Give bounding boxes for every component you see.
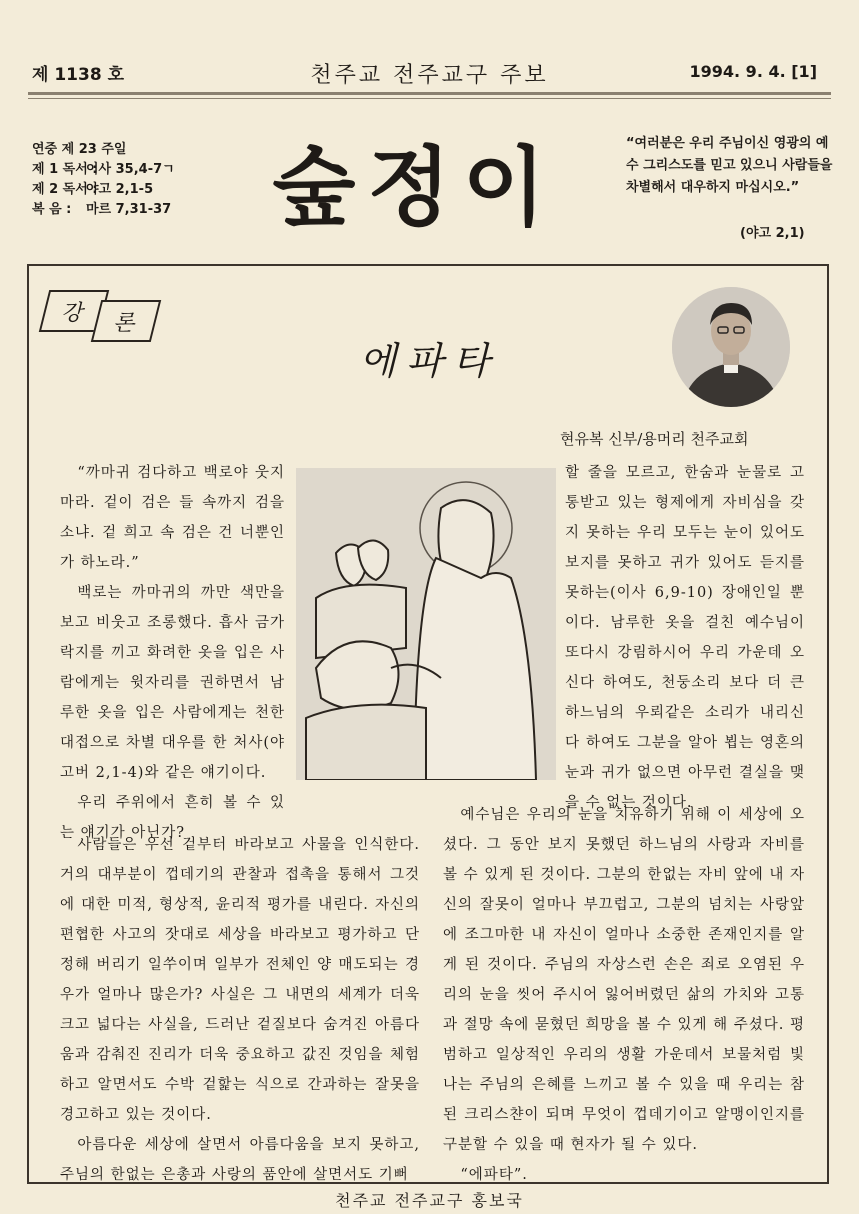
header-rule-thick <box>28 92 831 95</box>
author-portrait <box>672 287 790 407</box>
scripture-quote-source: (야고 2,1) <box>740 226 805 241</box>
author-byline: 현유복 신부/용머리 천주교회 <box>560 430 749 448</box>
scripture-quote: “여러분은 우리 주님이신 영광의 예수 그리스도를 믿고 있으니 사람들을 차별해서 대우하지 마십시오.” <box>626 136 833 195</box>
body-paragraph: 예수님은 우리의 눈을 치유하기 위해 이 세상에 오셨다. 그 동안 보지 못했던 하느님의 사랑과 자비를 볼 수 있게 된 것이다. 그분의 한없는 자비 앞에 내 자신의 잘못이 얼마나 부끄럽고, 그분의 넘치는 사랑앞에 조그마한 내 자신이 얼마나 소중한 존재인지를 알게 된 것이다. 주님의 자상스런 손은 죄로 오염된 우리의 눈을 씻어 주시어 잃어버렸던 삶의 가치와 고통과 절망 속에 묻혔던 희망을 볼 수 있게 해 주셨다. 평범하고 일상적인 우리의 생활 가운데서 보물처럼 빛나는 주님의 은혜를 느끼고 볼 수 있을 때 우리는 참된 크리스챤이 되며 무엇이 껍데기이고 알맹이인지를 구분할 수 있을 때 현자가 될 수 있다. <box>443 807 805 1153</box>
second-reading: 제 2 독서 :야고 2,1-5 <box>32 182 154 197</box>
body-paragraph: “까마귀 검다하고 백로야 웃지마라. 겉이 검은 들 속까지 검을소냐. 겉 희고 속 검은 건 너뿐인가 하노라.” <box>60 465 285 571</box>
issue-number: 제 1138 호 <box>32 65 124 85</box>
liturgical-week: 연중 제 23 주일 <box>32 142 127 157</box>
body-paragraph: 아름다운 세상에 살면서 아름다움을 보지 못하고, 주님의 한없는 은총과 사랑의 품안에 살면서도 기뻐 <box>60 1137 420 1183</box>
body-column-right <box>565 458 805 818</box>
publisher-footer: 천주교 전주교구 홍보국 <box>335 1191 524 1210</box>
body-column-bottom-left <box>60 830 420 1190</box>
section-badge-card-2: 론 <box>91 300 161 342</box>
body-column-left <box>60 458 285 848</box>
article-title: 에파타 <box>359 339 500 383</box>
jesus-healing-illustration <box>296 468 556 780</box>
publication-name: 천주교 전주교구 주보 <box>310 63 549 88</box>
body-column-bottom-right <box>443 800 805 1190</box>
section-badge-card-1: 강 <box>39 290 109 332</box>
body-paragraph: 우리 주위에서 흔히 볼 수 있는 얘기가 아닌가? <box>60 795 285 841</box>
body-paragraph: 사람들은 우선 겉부터 바라보고 사물을 인식한다. 거의 대부분이 껍데기의 관찰과 접촉을 통해서 그것에 대한 미적, 형상적, 윤리적 평가를 내린다. 자신의 편협한 사고의 잣대로 세상을 바라보고 평가하고 단정해 버리기 일쑤이며 일부가 전체인 양 매도되는 경우가 얼마나 많은가? 사실은 그 내면의 세계가 더욱 크고 넓다는 사실을, 드러난 겉질보다 숨겨진 아름다움과 감춰진 진리가 더욱 중요하고 값진 것임을 체험하고 알면서도 수박 겉핥는 식으로 간과하는 잘못을 경고하고 있는 것이다. <box>60 837 420 1123</box>
first-reading: 제 1 독서 :이사 35,4-7ㄱ <box>32 162 175 177</box>
masthead-title: 숲정이 <box>272 138 558 238</box>
body-paragraph: “에파타”. <box>460 1167 528 1183</box>
body-paragraph: 백로는 까마귀의 까만 색만을 보고 비웃고 조롱했다. 흡사 금가락지를 끼고 화려한 옷을 입은 사람에게는 윗자리를 권하면서 남루한 옷을 입은 사람에게는 천한 대접으로 차별 대우를 한 처사(야고버 2,1-4)와 같은 얘기이다. <box>60 585 285 781</box>
body-paragraph: 할 줄을 모르고, 한숨과 눈물로 고통받고 있는 형제에게 자비심을 갖지 못하는 우리 모두는 눈이 있어도 보지를 못하고 귀가 있어도 듣지를 못하는(이사 6,9-10) 장애인일 뿐이다. 남루한 옷을 걸친 예수님이 또다시 강림하시어 우리 가운데 오신다 하여도, 천둥소리 보다 더 큰 하느님의 우뢰같은 소리가 내리신다 하여도 그분을 알아 뵙는 영혼의 눈과 귀가 없으면 아무런 결실을 맺을 수 없는 것이다. <box>565 465 805 811</box>
liturgical-readings <box>32 140 175 220</box>
header-rule-thin <box>28 98 831 99</box>
gospel-reading: 복 음 : 마르 7,31-37 <box>32 202 172 217</box>
issue-date: 1994. 9. 4. [1] <box>689 62 817 81</box>
